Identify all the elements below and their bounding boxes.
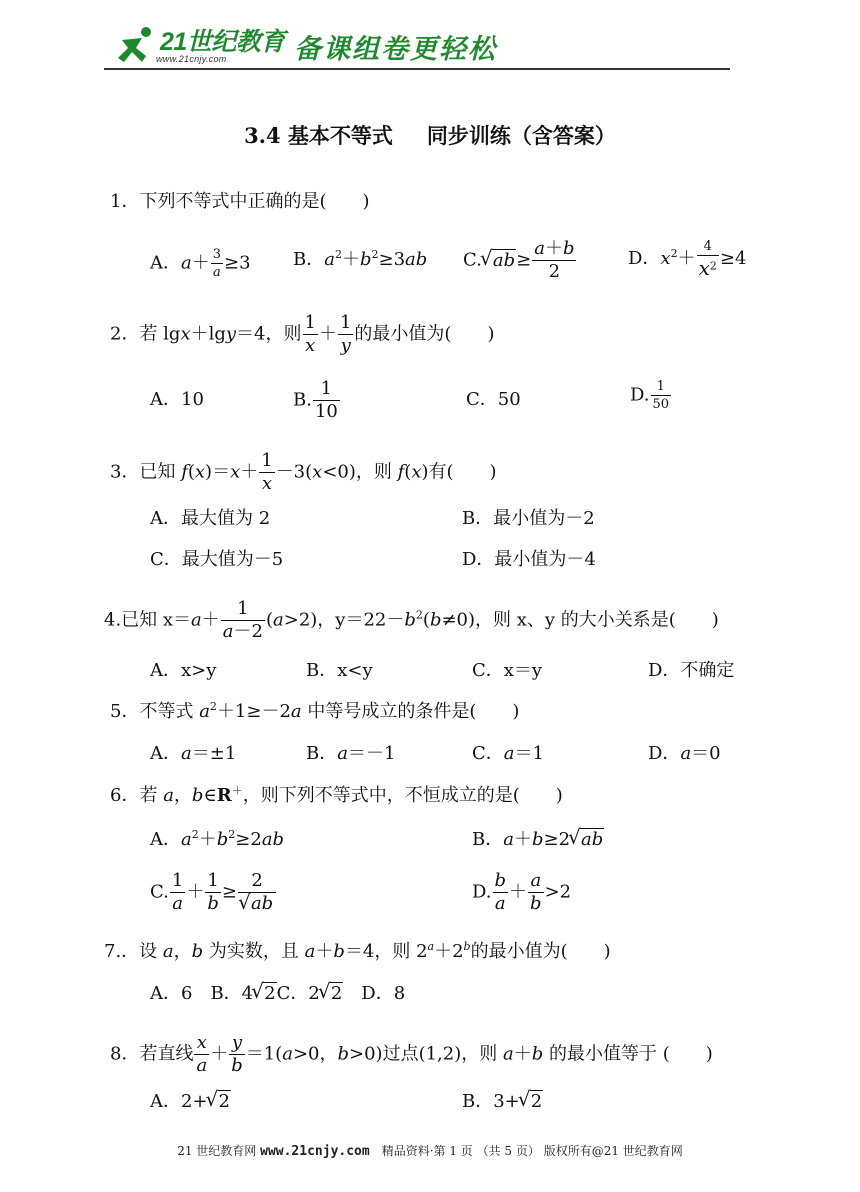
page-title: 3.4 基本不等式 同步训练（含答案） [244,123,616,148]
question-1-stem: 1．下列不等式中正确的是( ) [110,191,370,212]
q6-option-c: C. $\frac{1}{a}$ ＋ $\frac{1}{b}$ ≥ 2 √ ab [150,872,277,913]
q3-option-d: D．最小值为－4 [462,549,596,570]
q1-option-b: B．$a^2+b^2\ge 3ab$ [293,248,428,270]
question-5-stem: 5．不等式 $a^2+1\ge-2a$ 中等号成立的条件是( ) [110,700,520,722]
logo-text: 21世纪教育 [160,28,285,56]
question-7-stem: 7.．设 a，b 为实数，且 a＋b＝4，则 $2^a+2^b$的最小值为( ) [104,940,611,962]
q4-option-c: C．x＝y [472,660,543,681]
q6-option-b: B．a＋b≥2√ ab [472,828,604,852]
q3-option-a: A．最大值为 2 [150,508,271,529]
q8-option-a: A．2+√ 2 [150,1090,231,1114]
q7-options: A．6 B．4√ 2C．2√ 2 D．8 [150,982,405,1006]
q6-option-d: D. $\frac{b}{a}$ ＋ $\frac{a}{b}$ >2 [472,870,572,914]
q5-option-c: C．a＝1 [472,743,544,764]
q4-option-d: D．不确定 [648,660,735,681]
q1-option-d: D．$x^2+$ $\frac{4}{x^2}$ ≥4 [628,239,747,280]
q3-option-b: B．最小值为－2 [462,508,595,529]
q6-option-a: A．$a^2+b^2\ge 2ab$ [150,828,285,850]
q2-option-d: D. $\frac{1}{50}$ [630,379,670,412]
question-4-stem: 4.已知 x＝a＋ $\frac{1}{a-2}$ (a>2)，$y=22-b^2(b\ne 0)$，则 x、y 的大小关系是( ) [104,598,719,642]
q4-option-a: A．x>y [150,660,217,681]
q3-option-c: C．最大值为－5 [150,549,284,570]
q2-option-a: A．10 [150,389,204,410]
q1-option-a: A．a＋ $\frac{3}{a}$ ≥3 [150,247,251,280]
question-8-stem: 8．若直线 $\frac{x}{a}$ ＋ $\frac{y}{b}$ ＝1(a>0，b>0)过点(1,2)，则 a＋b 的最小值等于 ( ) [110,1032,713,1076]
q5-option-a: A．a＝±1 [150,743,237,764]
question-2-stem: 2．若 lgx＋lgy＝4，则 $\frac{1}{x}$ ＋ $\frac{1}{y}$ 的最小值为( ) [110,312,495,356]
question-6-stem: 6．若 a，b∈R＋，则下列不等式中，不恒成立的是( ) [110,784,563,806]
slogan: 备课组卷更轻松 [294,34,497,65]
q5-option-d: D．a＝0 [648,743,721,764]
question-3-stem: 3．已知 f(x)＝x＋ $\frac{1}{x}$ －3(x<0)，则 f(x)有( ) [110,450,497,494]
q8-option-b: B．3+√ 2 [462,1090,543,1114]
logo-url: www.21cnjy.com [156,54,227,64]
page-header [104,22,730,72]
q5-option-b: B．a＝－1 [306,743,396,764]
q4-option-b: B．x<y [306,660,373,681]
runner-logo-icon [116,26,156,64]
q2-option-c: C．50 [466,389,521,410]
page-footer: 21 世纪教育网 www.21cnjy.com 精品资料·第 1 页 （共 5 页） 版权所有@21 世纪教育网 [177,1144,683,1159]
q1-option-c: C.√ ab≥ $\frac{a+b}{2}$ [463,240,577,281]
q2-option-b: B. $\frac{1}{10}$ [293,378,338,422]
header-divider [104,68,730,70]
